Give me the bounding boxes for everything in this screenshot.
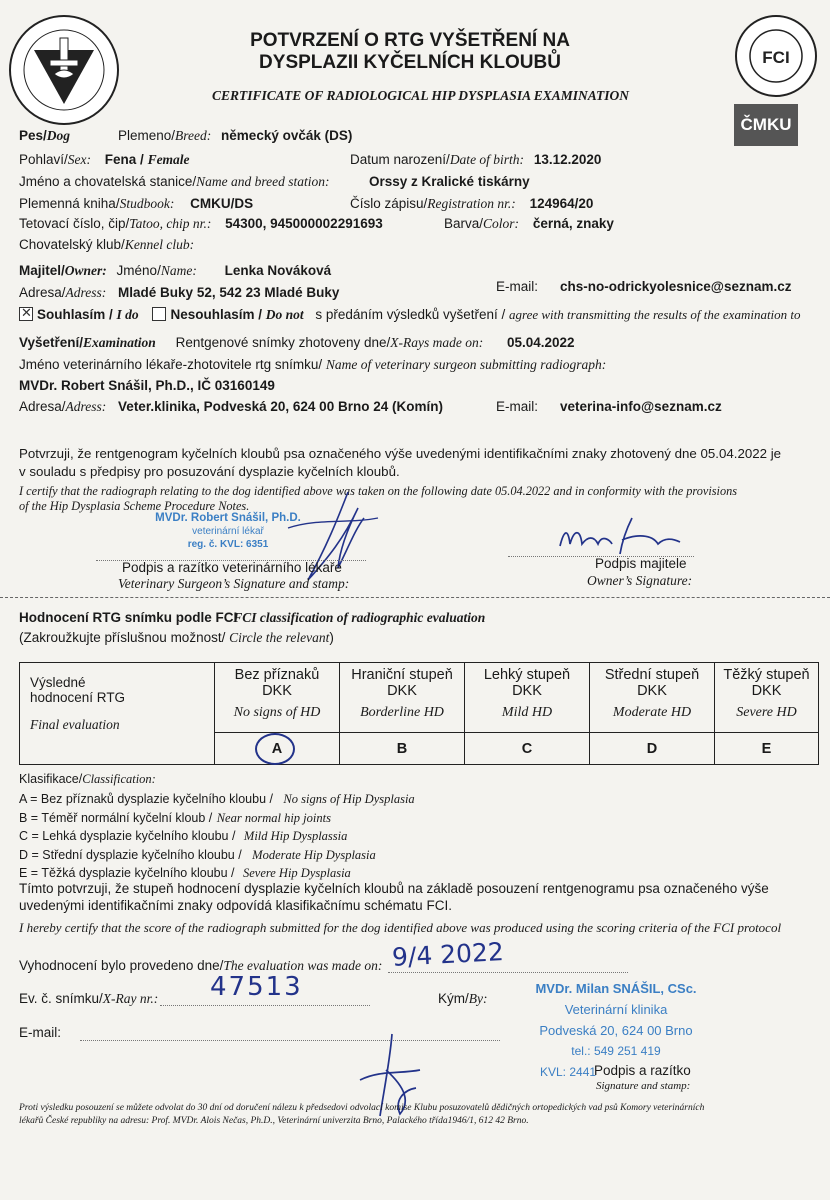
cmku-logo bbox=[734, 104, 798, 146]
row-label-line-2: hodnocení RTG bbox=[30, 690, 126, 705]
grade-c-letter: C bbox=[521, 740, 533, 757]
tattoo-value: 54300, 945000002291693 bbox=[225, 216, 383, 231]
classification-item-cz: C = Lehká dysplazie kyčelního kloubu / bbox=[19, 829, 236, 843]
grade-a-letter: A bbox=[271, 740, 283, 757]
grade-a-header bbox=[215, 663, 340, 733]
grade-e-en: Severe HD bbox=[736, 705, 797, 720]
grade-e-cell[interactable] bbox=[715, 733, 819, 765]
grade-a-circle-mark bbox=[255, 733, 295, 765]
owner-label: Majitel/ bbox=[19, 263, 65, 278]
vet-sig-label-en: Veterinary Surgeon’s Signature and stamp: bbox=[118, 576, 350, 591]
grade-d-cell[interactable] bbox=[590, 733, 715, 765]
by-label-en: By: bbox=[468, 991, 488, 1006]
check-mark-icon: ✕ bbox=[21, 305, 32, 320]
reg-label: Číslo zápisu/ bbox=[350, 196, 428, 211]
agree-label-en: I do bbox=[116, 307, 139, 322]
vet-address-label-en: Adress: bbox=[65, 399, 107, 414]
circle-note-end: ) bbox=[329, 630, 334, 645]
grade-d-dkk: DKK bbox=[637, 683, 667, 699]
vet-stamp-line-3: reg. č. KVL: 6351 bbox=[187, 539, 269, 550]
eval-date-line bbox=[388, 972, 628, 973]
disagree-label: Nesouhlasím / bbox=[170, 307, 262, 322]
vet-stamp-line-1: MVDr. Robert Snášil, Ph.D. bbox=[155, 512, 301, 524]
grade-a-en: No signs of HD bbox=[233, 705, 321, 720]
tattoo-field bbox=[19, 216, 383, 232]
classification-item-en: Mild Hip Dysplassia bbox=[243, 829, 348, 843]
fci-text: FCI bbox=[762, 48, 790, 67]
vet-address-label: Adresa/ bbox=[19, 399, 66, 414]
color-label-en: Color: bbox=[483, 216, 520, 231]
vet-label: Jméno veterinárního lékaře-zhotovitele rtg snímku/ bbox=[19, 357, 323, 372]
certify-en-2: of the Hip Dysplasia Scheme Procedure Notes. bbox=[19, 499, 250, 513]
certify-cz-2: v souladu s předpisy pro posuzování dysplazie kyčelních kloubů. bbox=[19, 464, 400, 479]
footer-line-1: Proti výsledku posouzení se můžete odvolat do 30 dní od doručení nálezu k předsedovi odvolací komise Klubu posuzovatelů dědičných ortopedických vad psů Komory veterinárních bbox=[19, 1103, 705, 1113]
grade-c-dkk: DKK bbox=[512, 683, 542, 699]
tattoo-label-en: Tatoo, chip nr.: bbox=[129, 216, 212, 231]
classification-label-en: Classification: bbox=[82, 772, 156, 786]
clinic-stamp-line-1: MVDr. Milan SNÁŠIL, CSc. bbox=[535, 981, 697, 996]
name-label: Jméno a chovatelská stanice/ bbox=[19, 174, 197, 189]
row-label-line-1: Výsledné bbox=[30, 675, 86, 690]
owner-address-label: Adresa/ bbox=[19, 285, 66, 300]
classification-item-cz: B = Téměř normální kyčelní kloub / bbox=[19, 810, 213, 825]
club-label-en: Kennel club: bbox=[124, 237, 195, 252]
cmku-text: ČMKU bbox=[740, 115, 792, 134]
final-sig-label-en: Signature and stamp: bbox=[596, 1080, 691, 1092]
grade-d-letter: D bbox=[646, 740, 658, 757]
grade-c-en: Mild HD bbox=[501, 705, 553, 720]
dog-name-value: Orssy z Kralické tiskárny bbox=[369, 174, 530, 189]
grade-e-header bbox=[715, 663, 819, 733]
eval-date-row bbox=[19, 958, 382, 974]
pes-label: Pes/ bbox=[19, 128, 47, 143]
owner-email-label: E-mail: bbox=[496, 279, 539, 294]
evaluation-heading: Hodnocení RTG snímku podle FCI bbox=[19, 610, 238, 625]
footer-line-2: lékařů České republiky na adresu: Prof. MVDr. Alois Nečas, Ph.D., Veterinární univerzita Brno, Palackého třída1946/1, 612 42 Brno. bbox=[19, 1116, 529, 1126]
grade-b-cz: Hraniční stupeň bbox=[351, 667, 453, 683]
owner-name-label-en: Name: bbox=[160, 263, 197, 278]
clinic-stamp-line-5: KVL: 2441 bbox=[540, 1065, 597, 1079]
grade-c-header bbox=[465, 663, 590, 733]
classification-item-en: Severe Hip Dysplasia bbox=[242, 866, 351, 880]
owner-address-value: Mladé Buky 52, 542 23 Mladé Buky bbox=[118, 285, 340, 300]
clinic-stamp-line-3: Podveská 20, 624 00 Brno bbox=[539, 1023, 693, 1038]
final-email-label: E-mail: bbox=[19, 1025, 62, 1040]
breed-value: německý ovčák (DS) bbox=[221, 128, 353, 143]
agree-checkbox[interactable] bbox=[19, 307, 33, 321]
title-line-2: DYSPLAZII KYČELNÍCH KLOUBŮ bbox=[259, 52, 561, 73]
vet-stamp-line-2: veterinární lékař bbox=[192, 526, 264, 537]
page-subtitle: CERTIFICATE OF RADIOLOGICAL HIP DYSPLASIA EXAMINATION bbox=[212, 88, 629, 103]
classification-item bbox=[19, 809, 415, 828]
grade-row-label bbox=[20, 663, 215, 765]
certify-cz-1: Potvrzuji, že rentgenogram kyčelních kloubů psa označeného výše uvedenými identifikačními znaky zhotovený dne 05.04.2022 je bbox=[19, 446, 782, 461]
vet-name-row bbox=[19, 357, 606, 373]
classification-item-en: Near normal hip joints bbox=[216, 810, 331, 825]
dob-field bbox=[350, 152, 601, 168]
exam-row bbox=[19, 335, 575, 351]
color-field bbox=[444, 216, 614, 232]
grade-c-cell[interactable] bbox=[465, 733, 590, 765]
owner-sig-label-en: Owner’s Signature: bbox=[587, 573, 693, 588]
by-row bbox=[438, 991, 488, 1007]
clinic-stamp-line-2: Veterinární klinika bbox=[564, 1002, 668, 1017]
sex-value-en: Female bbox=[147, 152, 190, 167]
grade-e-dkk: DKK bbox=[751, 683, 782, 699]
owner-label-en: Owner: bbox=[64, 263, 107, 278]
classification-item bbox=[19, 790, 415, 809]
grade-e-cz: Těžký stupeň bbox=[723, 667, 810, 683]
grade-table bbox=[19, 662, 819, 765]
title-line-1: POTVRZENÍ O RTG VYŠETŘENÍ NA bbox=[250, 30, 570, 51]
section-divider bbox=[0, 597, 830, 598]
by-label: Kým/ bbox=[438, 991, 469, 1006]
club-field bbox=[19, 237, 194, 253]
breed-label: Plemeno/ bbox=[118, 128, 176, 143]
owner-email-value: chs-no-odrickyolesnice@seznam.cz bbox=[560, 279, 792, 294]
vet-name-value: MVDr. Robert Snášil, Ph.D., IČ 03160149 bbox=[19, 378, 275, 393]
studbook-value: CMKU/DS bbox=[190, 196, 254, 211]
owner-field bbox=[19, 263, 331, 279]
grade-b-letter: B bbox=[396, 740, 408, 757]
xray-label-en: X-Rays made on: bbox=[390, 335, 484, 350]
evaluation-heading-en: FCI classification of radiographic evaluation bbox=[233, 610, 486, 625]
vet-address-field bbox=[19, 399, 443, 415]
reg-label-en: Registration nr.: bbox=[427, 196, 516, 211]
eval-date-value: 9/4 2022 bbox=[391, 937, 505, 972]
dob-label: Datum narození/ bbox=[350, 152, 450, 167]
circle-note-row bbox=[19, 630, 334, 646]
kvl-logo bbox=[8, 14, 120, 126]
consent-text-en: agree with transmitting the results of the examination to bbox=[509, 307, 801, 322]
evaluation-heading-row bbox=[19, 610, 485, 626]
grade-b-header bbox=[340, 663, 465, 733]
fci-logo bbox=[734, 14, 818, 98]
studbook-label-en: Studbook: bbox=[119, 196, 175, 211]
studbook-label: Plemenná kniha/ bbox=[19, 196, 120, 211]
xray-nr-row bbox=[19, 991, 158, 1007]
breed-field bbox=[118, 128, 352, 144]
vet-address-value: Veter.klinika, Podveská 20, 624 00 Brno 24 (Komín) bbox=[118, 399, 443, 414]
circle-note-en: Circle the relevant bbox=[229, 630, 330, 645]
owner-address-field bbox=[19, 285, 339, 301]
grade-d-header bbox=[590, 663, 715, 733]
disagree-checkbox[interactable] bbox=[152, 307, 166, 321]
classification-label: Klasifikace/ bbox=[19, 772, 83, 786]
agree-label: Souhlasím / bbox=[37, 307, 113, 322]
final-cz-1: Tímto potvrzuji, že stupeň hodnocení dysplazie kyčelních kloubů na základě posouzení rentgenogramu psa označeného výše bbox=[19, 881, 769, 896]
color-label: Barva/ bbox=[444, 216, 484, 231]
reg-field bbox=[350, 196, 593, 212]
owner-name-label: Jméno/ bbox=[116, 263, 161, 278]
classification-item-cz: E = Těžká dysplazie kyčelního kloubu / bbox=[19, 866, 235, 880]
classification-label-row bbox=[19, 772, 156, 787]
grade-b-dkk: DKK bbox=[387, 683, 417, 699]
classification-item bbox=[19, 827, 415, 846]
xray-label: Rentgenové snímky zhotoveny dne/ bbox=[175, 335, 391, 350]
eval-label-en: The evaluation was made on: bbox=[223, 958, 383, 973]
owner-sig-label: Podpis majitele bbox=[595, 556, 687, 571]
grade-b-cell[interactable] bbox=[340, 733, 465, 765]
consent-text: s předáním výsledků vyšetření / bbox=[315, 307, 506, 322]
classification-item bbox=[19, 864, 415, 883]
tattoo-label: Tetovací číslo, čip/ bbox=[19, 216, 130, 231]
classification-list bbox=[19, 790, 415, 883]
vet-email-label: E-mail: bbox=[496, 399, 539, 414]
studbook-field bbox=[19, 196, 253, 212]
sex-value: Fena / bbox=[104, 152, 144, 167]
xray-nr-value: 47513 bbox=[210, 972, 303, 1002]
sex-field bbox=[19, 152, 190, 168]
consent-row bbox=[19, 307, 801, 323]
sex-label-en: Sex: bbox=[67, 152, 92, 167]
pes-label-en: Dog bbox=[46, 128, 71, 143]
club-label: Chovatelský klub/ bbox=[19, 237, 125, 252]
grade-d-cz: Střední stupeň bbox=[604, 667, 700, 683]
grade-a-dkk: DKK bbox=[262, 683, 292, 699]
color-value: černá, znaky bbox=[532, 216, 614, 231]
grade-e-letter: E bbox=[761, 740, 772, 757]
grade-d-en: Moderate HD bbox=[612, 705, 692, 720]
xray-nr-line bbox=[160, 1005, 370, 1006]
final-sig-label: Podpis a razítko bbox=[594, 1063, 691, 1078]
owner-name-value: Lenka Nováková bbox=[224, 263, 332, 278]
classification-item-en: Moderate Hip Dysplasia bbox=[252, 847, 376, 862]
owner-address-label-en: Adress: bbox=[65, 285, 107, 300]
row-label-en: Final evaluation bbox=[30, 717, 120, 732]
dog-row-1 bbox=[19, 128, 70, 144]
vet-label-en: Name of veterinary surgeon submitting radiograph: bbox=[325, 357, 607, 372]
vet-email-value: veterina-info@seznam.cz bbox=[560, 399, 722, 414]
xray-nr-label-en: X-Ray nr.: bbox=[102, 991, 159, 1006]
final-en: I hereby certify that the score of the radiograph submitted for the dog identified above was produced using the scoring criteria of the FCI protocol bbox=[19, 920, 782, 935]
grade-b-en: Borderline HD bbox=[360, 705, 444, 720]
disagree-label-en: Do not bbox=[265, 307, 304, 322]
final-cz-2: uvedenými identifikačními znaky odpovídá klasifikačnímu schématu FCI. bbox=[19, 898, 452, 913]
sex-label: Pohlaví/ bbox=[19, 152, 68, 167]
breed-label-en: Breed: bbox=[175, 128, 212, 143]
reg-value: 124964/20 bbox=[529, 196, 594, 211]
circle-note: (Zakroužkujte příslušnou možnost/ bbox=[19, 630, 226, 645]
grade-a-cell[interactable] bbox=[215, 733, 340, 765]
page-title bbox=[200, 30, 620, 74]
clinic-stamp-line-4: tel.: 549 251 419 bbox=[571, 1044, 661, 1058]
dob-label-en: Date of birth: bbox=[449, 152, 525, 167]
classification-item-cz: D = Střední dysplazie kyčelního kloubu / bbox=[19, 847, 242, 862]
grade-c-cz: Lehký stupeň bbox=[483, 667, 571, 683]
dob-value: 13.12.2020 bbox=[533, 152, 602, 167]
eval-label: Vyhodnocení bylo provedeno dne/ bbox=[19, 958, 224, 973]
name-field bbox=[19, 174, 329, 190]
vet-sig-label: Podpis a razítko veterinárního lékaře bbox=[122, 560, 342, 575]
exam-label: Vyšetření/ bbox=[19, 335, 84, 350]
classification-item-en: No signs of Hip Dysplasia bbox=[283, 792, 415, 806]
classification-item bbox=[19, 846, 415, 865]
exam-label-en: Examination bbox=[83, 335, 156, 350]
name-label-en: Name and breed station: bbox=[196, 174, 330, 189]
certify-en-1: I certify that the radiograph relating to the dog identified above was taken on the following date 05.04.2022 and in conformity with the provisions bbox=[19, 484, 738, 498]
grade-a-cz: Bez příznaků bbox=[234, 667, 320, 683]
xray-date: 05.04.2022 bbox=[506, 335, 575, 350]
classification-item-cz: A = Bez příznaků dysplazie kyčelního kloubu / bbox=[19, 792, 273, 806]
xray-nr-label: Ev. č. snímku/ bbox=[19, 991, 103, 1006]
